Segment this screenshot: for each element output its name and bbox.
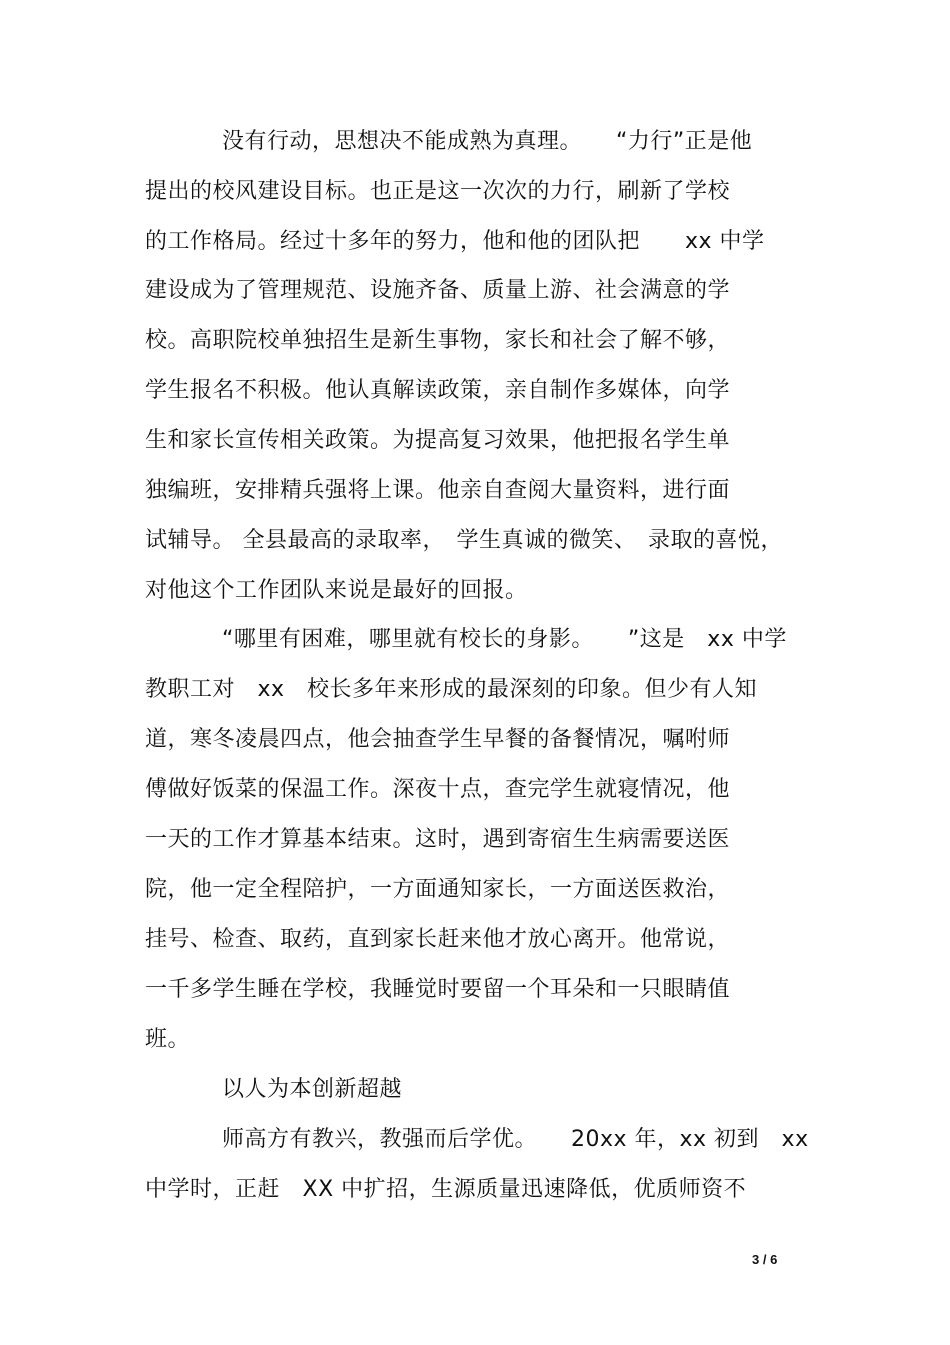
text-line: 对他这个工作团队来说是最好的回报。	[145, 578, 528, 603]
text-line: 没有行动，思想决不能成熟为真理。 “力行”正是他	[222, 129, 753, 154]
text-line: 的工作格局。经过十多年的努力，他和他的团队把 xx 中学	[145, 229, 765, 254]
text-line: 院，他一定全程陪护，一方面通知家长，一方面送医救治，	[145, 877, 731, 902]
text-line: 道，寒冬凌晨四点，他会抽查学生早餐的备餐情况，嘱咐师	[145, 727, 731, 752]
text-line: 中学时，正赶 XX 中扩招，生源质量迅速降低，优质师资不	[145, 1177, 747, 1202]
page-number: 3 / 6	[752, 1252, 778, 1267]
text-line: 校。高职院校单独招生是新生事物，家长和社会了解不够，	[145, 328, 731, 353]
text-line: 生和家长宣传相关政策。为提高复习效果，他把报名学生单	[145, 428, 731, 453]
text-line: 傅做好饭菜的保温工作。深夜十点，查完学生就寝情况，他	[145, 777, 731, 802]
text-line: 建设成为了管理规范、设施齐备、质量上游、社会满意的学	[145, 278, 731, 303]
text-line: 挂号、检查、取药，直到家长赶来他才放心离开。他常说，	[145, 927, 731, 952]
text-line: 试辅导。 全县最高的录取率， 学生真诚的微笑、 录取的喜悦，	[145, 528, 783, 553]
text-line: “哪里有困难，哪里就有校长的身影。 ”这是 xx 中学	[222, 627, 787, 652]
text-line: 提出的校风建设目标。也正是这一次次的力行，刷新了学校	[145, 179, 731, 204]
text-line: 一千多学生睡在学校，我睡觉时要留一个耳朵和一只眼睛值	[145, 977, 731, 1002]
text-line: 教职工对 xx 校长多年来形成的最深刻的印象。但少有人知	[145, 677, 758, 702]
section-heading: 以人为本创新超越	[222, 1077, 403, 1102]
text-line: 学生报名不积极。他认真解读政策，亲自制作多媒体，向学	[145, 378, 731, 403]
text-line: 独编班，安排精兵强将上课。他亲自查阅大量资料，进行面	[145, 478, 731, 503]
text-line: 师高方有教兴，教强而后学优。 20xx 年，xx 初到 xx	[222, 1127, 809, 1152]
text-line: 班。	[145, 1027, 191, 1052]
text-line: 一天的工作才算基本结束。这时，遇到寄宿生生病需要送医	[145, 827, 731, 852]
